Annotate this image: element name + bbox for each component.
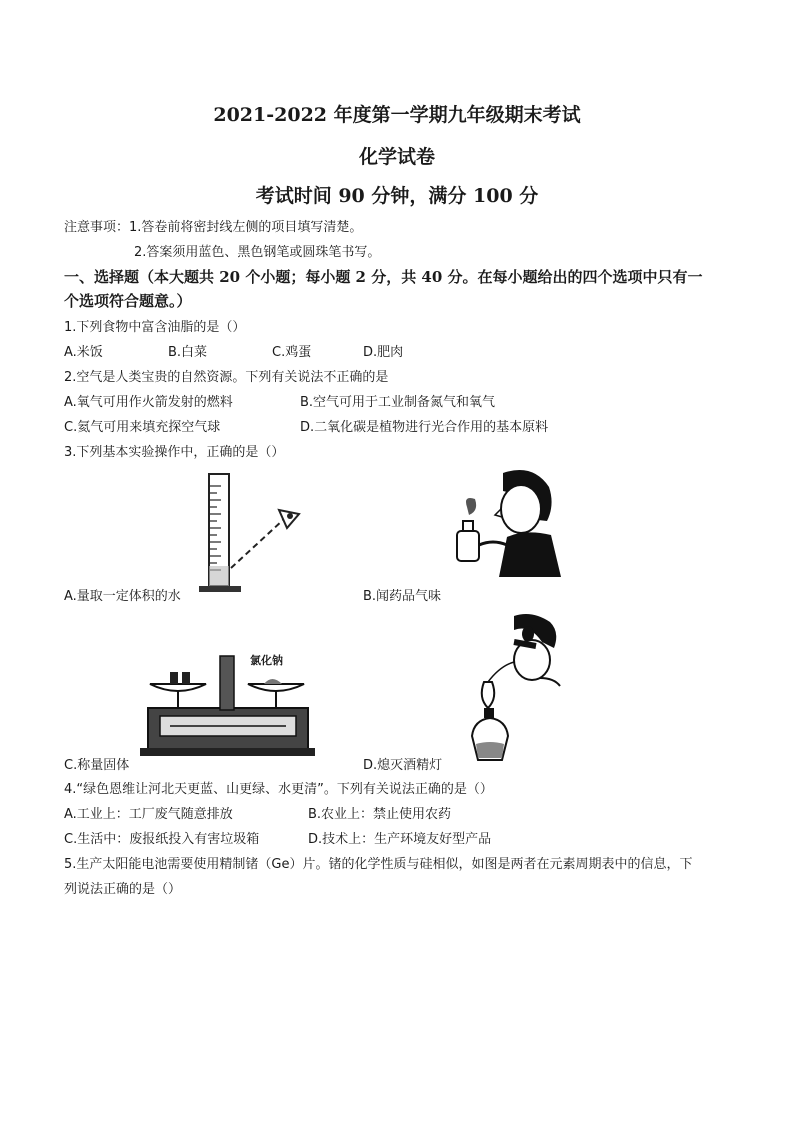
- q3-option-c: C.称量固体: [64, 758, 130, 773]
- section-heading-line-1: 一、选择题（本大题共 20 个小题；每小题 2 分，共 40 分。在每小题给出的四个选项中只有一: [64, 268, 703, 286]
- alcohol-lamp-figure: [470, 612, 565, 762]
- balance-figure: [140, 650, 315, 760]
- q3-option-b: B.闻药品气味: [363, 589, 442, 604]
- question-5-stem-line-1: 5.生产太阳能电池需要使用精制锗（Ge）片。锗的化学性质与硅相似，如图是两者在元素周期表中的信息，下: [64, 857, 693, 872]
- q2-option-c: C.氦气可用来填充探空气球: [64, 420, 221, 435]
- q2-option-b: B.空气可用于工业制备氮气和氧气: [300, 395, 496, 410]
- exam-title: 2021-2022 年度第一学期九年级期末考试: [213, 104, 581, 126]
- smelling-figure: [445, 465, 565, 580]
- q2-option-d: D.二氧化碳是植物进行光合作用的基本原料: [300, 420, 549, 435]
- exam-time-info: 考试时间 90 分钟，满分 100 分: [255, 185, 539, 207]
- q4-option-a: A.工业上：工厂废气随意排放: [64, 807, 233, 822]
- question-2-stem: 2.空气是人类宝贵的自然资源。下列有关说法不正确的是: [64, 370, 389, 385]
- balance-label: 氯化钠: [250, 654, 283, 667]
- note-line-2: 2.答案须用蓝色、黑色钢笔或圆珠笔书写。: [134, 245, 381, 260]
- q4-option-d: D.技术上：生产环境友好型产品: [308, 832, 492, 847]
- question-3-stem: 3.下列基本实验操作中，正确的是（）: [64, 445, 285, 460]
- section-heading-line-2: 个选项符合题意。）: [64, 292, 192, 310]
- q1-option-c: C.鸡蛋: [272, 345, 312, 360]
- question-4-stem: 4.“绿色恩维让河北天更蓝、山更绿、水更清”。下列有关说法正确的是（）: [64, 782, 493, 797]
- q4-option-c: C.生活中：废报纸投入有害垃圾箱: [64, 832, 260, 847]
- q2-option-a: A.氧气可用作火箭发射的燃料: [64, 395, 233, 410]
- q1-option-a: A.米饭: [64, 345, 103, 360]
- q3-option-a: A.量取一定体积的水: [64, 589, 181, 604]
- question-5-stem-line-2: 列说法正确的是（）: [64, 882, 182, 897]
- q4-option-b: B.农业上：禁止使用农药: [308, 807, 452, 822]
- subject-title: 化学试卷: [358, 146, 435, 168]
- q3-option-d: D.熄灭酒精灯: [363, 758, 443, 773]
- question-1-stem: 1.下列食物中富含油脂的是（）: [64, 320, 246, 335]
- q1-option-b: B.白菜: [168, 345, 208, 360]
- q1-option-d: D.肥肉: [363, 345, 404, 360]
- note-line-1: 注意事项：1.答卷前将密封线左侧的项目填写清楚。: [64, 220, 363, 235]
- graduated-cylinder-figure: [195, 470, 310, 598]
